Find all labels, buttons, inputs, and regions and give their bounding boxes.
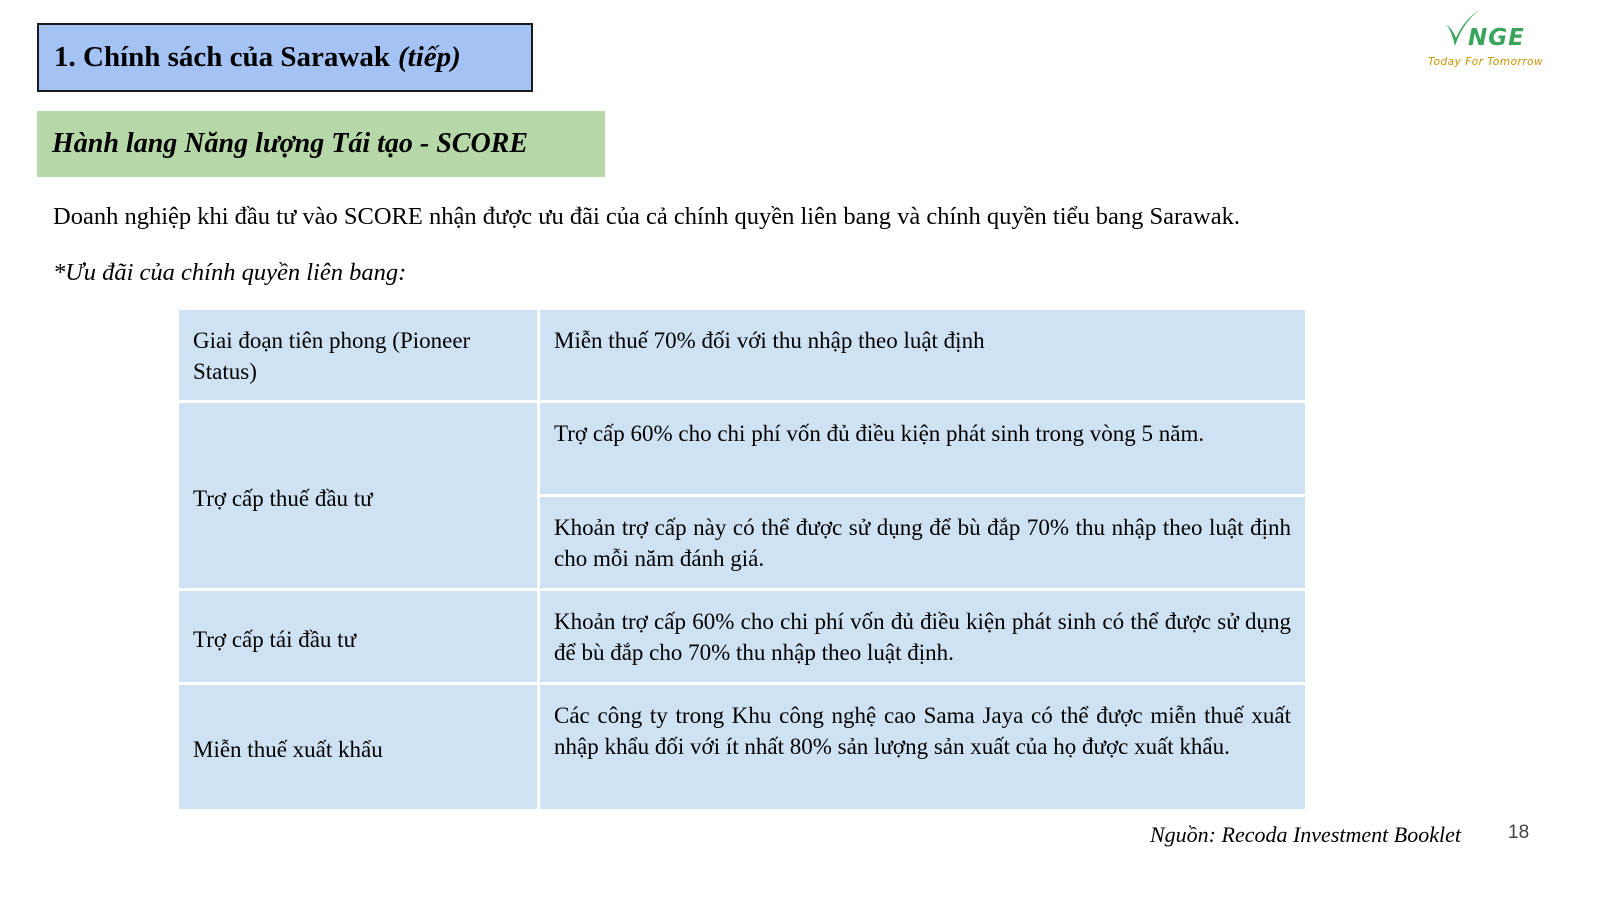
slide-title [37,23,533,92]
table-cell-detail: Khoản trợ cấp 60% cho chi phí vốn đủ điều kiện phát sinh có thể được sử dụng để bù đắp cho 70% thu nhập theo luật định. [540,591,1305,685]
slide-title-text: 1. Chính sách của Sarawak [54,41,390,73]
page-number: 18 [1508,822,1530,843]
slide-title-suffix: (tiếp) [398,41,461,73]
table-cell-detail: Trợ cấp 60% cho chi phí vốn đủ điều kiện phát sinh trong vòng 5 năm. [540,403,1305,497]
table-cell-category: Trợ cấp thuế đầu tư [179,403,540,591]
federal-incentives-note: *Ưu đãi của chính quyền liên bang: [53,259,407,286]
section-subtitle: Hành lang Năng lượng Tái tạo - SCORE [37,111,605,177]
source-citation: Nguồn: Recoda Investment Booklet [1150,822,1461,847]
vnge-logo [1420,6,1570,72]
table-cell-detail: Khoản trợ cấp này có thể được sử dụng để bù đắp 70% thu nhập theo luật định cho mỗi năm đánh giá. [540,497,1305,591]
table-cell-category: Miễn thuế xuất khẩu [179,685,540,809]
table-cell-category: Trợ cấp tái đầu tư [179,591,540,685]
table-cell-category: Giai đoạn tiên phong (Pioneer Status) [179,310,540,403]
table-row [179,591,1305,685]
table-cell-detail: Các công ty trong Khu công nghệ cao Sama Jaya có thể được miễn thuế xuất nhập khẩu đối với ít nhất 80% sản lượng sản xuất của họ được xuất khẩu. [540,685,1305,809]
table-row [179,310,1305,403]
intro-paragraph: Doanh nghiệp khi đầu tư vào SCORE nhận được ưu đãi của cả chính quyền liên bang và chính quyền tiểu bang Sarawak. [53,203,1240,230]
logo-tagline: Today For Tomorrow [1428,56,1544,68]
table-cell-detail: Miễn thuế 70% đối với thu nhập theo luật định [540,310,1305,403]
table-row [179,403,1305,497]
table-row [179,685,1305,809]
incentives-table [179,310,1305,809]
logo-wordmark: NGE [1468,25,1525,51]
